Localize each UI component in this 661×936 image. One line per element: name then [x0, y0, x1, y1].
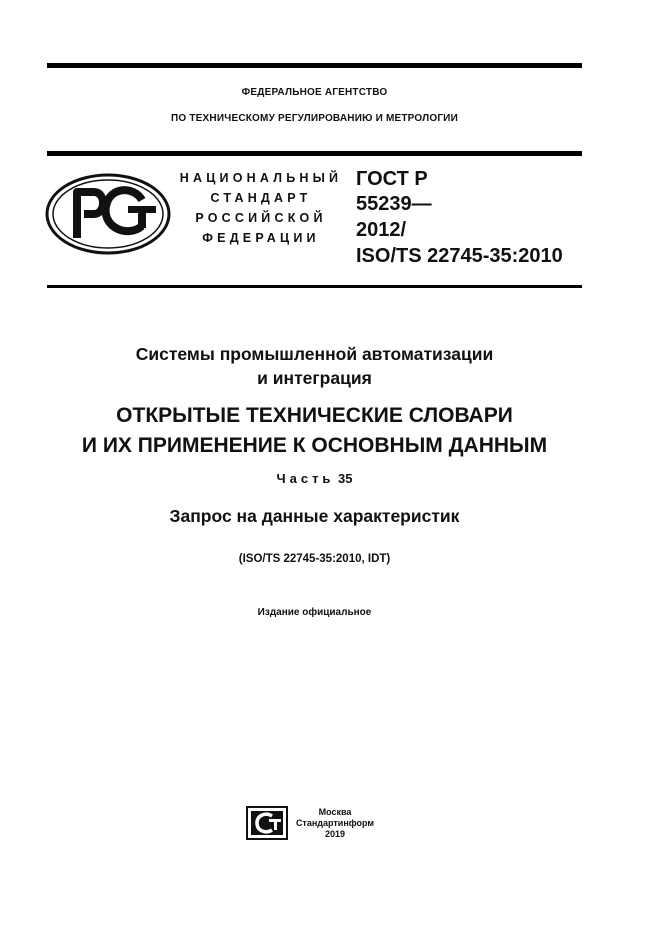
publisher-city: Москва — [318, 807, 352, 817]
header-rule — [47, 151, 582, 156]
part-heading — [0, 471, 629, 486]
series-title-line-2: и интеграция — [257, 368, 372, 388]
top-rule — [47, 63, 582, 68]
rst-logo-icon — [44, 172, 172, 256]
agency-line-2: ПО ТЕХНИЧЕСКОМУ РЕГУЛИРОВАНИЮ И МЕТРОЛОГИИ — [171, 113, 458, 124]
standard-label-line: РОССИЙСКОЙ — [195, 211, 327, 225]
standard-number-line: ГОСТ Р — [356, 168, 428, 190]
standard-number-line: ISO/TS 22745-35:2010 — [356, 245, 563, 267]
standard-number-line: 2012/ — [356, 219, 407, 241]
series-title-line-1: Системы промышленной автоматизации — [135, 344, 494, 364]
standartinform-logo-icon — [246, 806, 288, 840]
main-title-line-1: ОТКРЫТЫЕ ТЕХНИЧЕСКИЕ СЛОВАРИ — [116, 404, 513, 427]
part-label: Часть — [276, 471, 335, 486]
standard-label-line: НАЦИОНАЛЬНЫЙ — [179, 171, 343, 185]
standard-number-line: 55239— — [356, 193, 432, 215]
main-title-line-2: И ИХ ПРИМЕНЕНИЕ К ОСНОВНЫМ ДАННЫМ — [81, 434, 548, 457]
standard-label-line: ФЕДЕРАЦИИ — [202, 231, 320, 245]
title-block-rule — [47, 285, 582, 288]
agency-line-1: ФЕДЕРАЛЬНОЕ АГЕНТСТВО — [241, 87, 388, 98]
standard-label-line: СТАНДАРТ — [210, 191, 312, 205]
iso-reference: (ISO/TS 22745-35:2010, IDT) — [238, 553, 391, 565]
subtitle: Запрос на данные характеристик — [169, 506, 460, 526]
part-number: 35 — [338, 471, 353, 486]
publisher-name: Стандартинформ — [295, 818, 375, 828]
publisher-year: 2019 — [324, 829, 346, 839]
edition-note: Издание официальное — [257, 607, 372, 618]
